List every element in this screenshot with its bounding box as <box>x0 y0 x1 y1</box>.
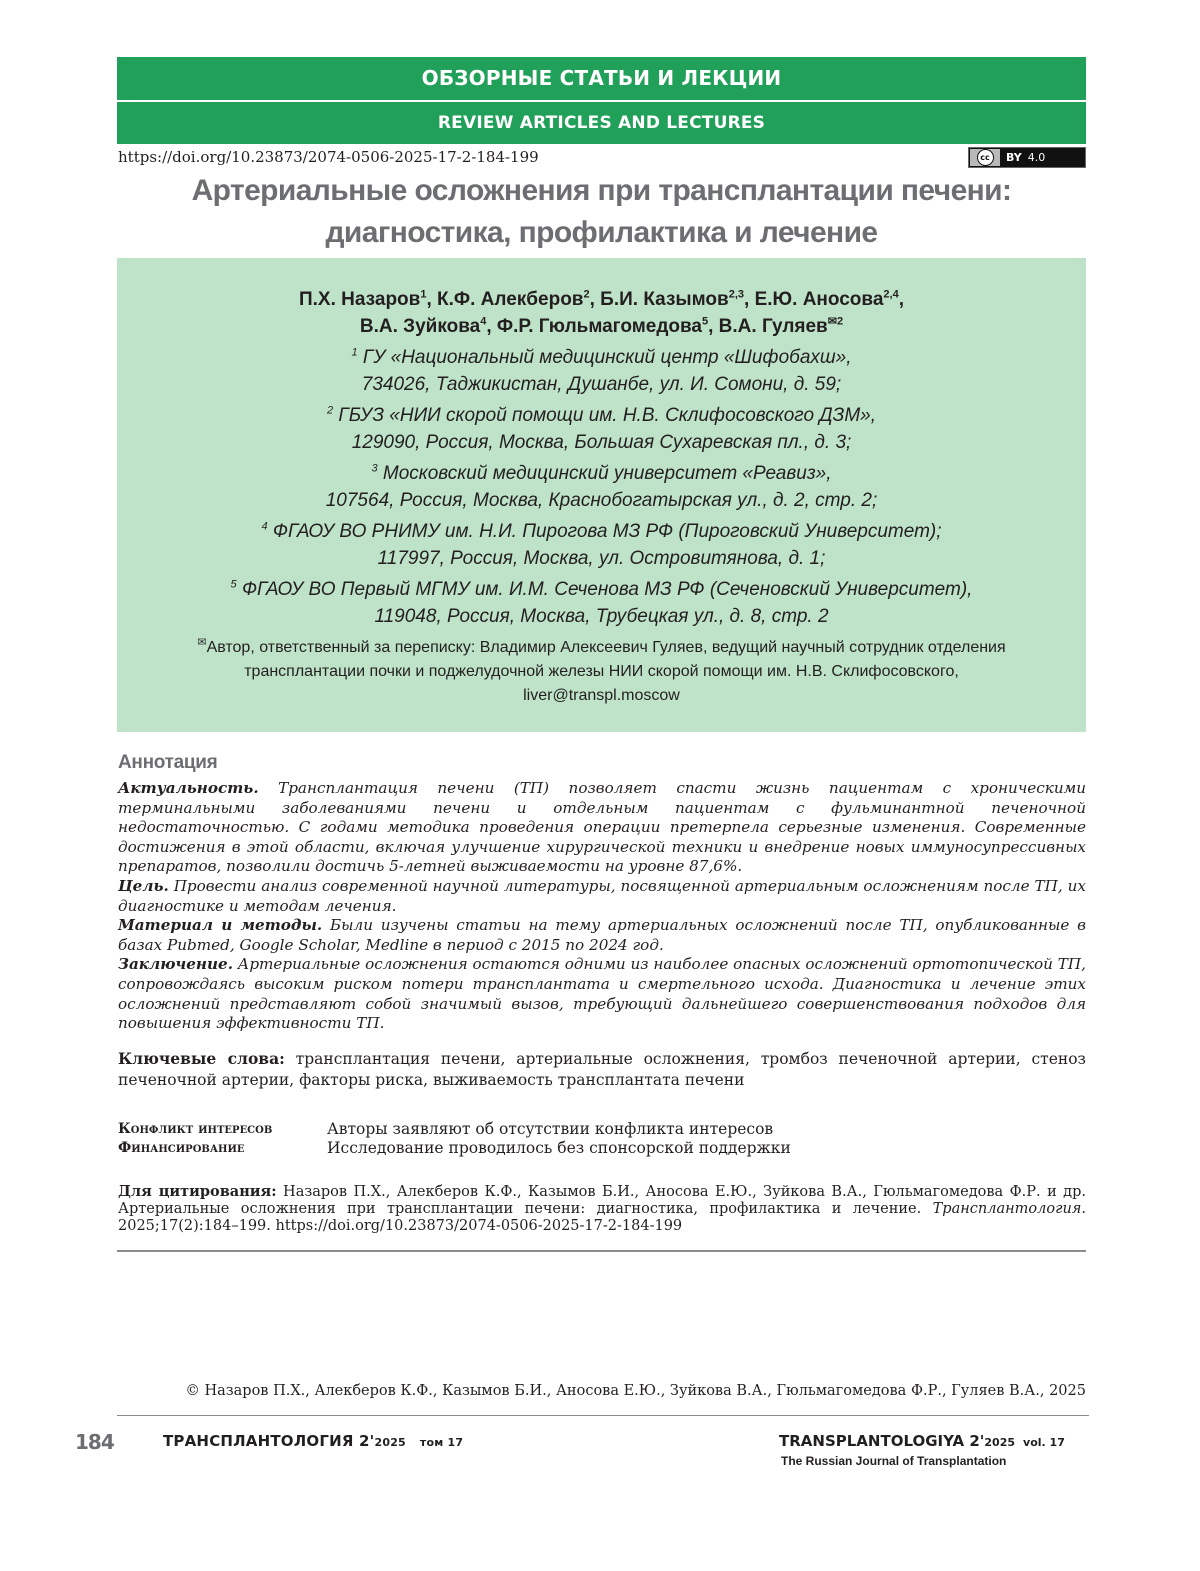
journal-volume-ru: том 17 <box>419 1436 464 1449</box>
author-affil-sup: 4 <box>480 315 487 328</box>
article-meta <box>118 1120 791 1158</box>
affiliation-line: ГУ «Национальный медицинский центр «Шифобахш», <box>362 347 852 368</box>
citation-label: Для цитирования: <box>118 1183 277 1200</box>
affiliation-item <box>117 460 1086 514</box>
author-affil-sup: 2 <box>583 288 590 301</box>
title-line-1: Артериальные осложнения при трансплантации печени: <box>191 174 1012 207</box>
journal-title-ru: ТРАНСПЛАНТОЛОГИЯ 2' <box>163 1432 375 1450</box>
affiliation-item <box>117 344 1086 398</box>
corresponding-line: трансплантации почки и поджелудочной железы НИИ скорой помощи им. Н.В. Склифосовского, <box>244 663 959 680</box>
footer-divider <box>117 1415 1089 1416</box>
abstract-label: Материал и методы. <box>118 916 323 935</box>
abstract-body <box>118 779 1086 1034</box>
journal-year-en: 2025 <box>984 1436 1016 1449</box>
abstract-aim <box>118 877 1086 916</box>
affiliation-address: 734026, Таджикистан, Душанбе, ул. И. Сомони, д. 59; <box>361 374 842 395</box>
author-affil-sup: 1 <box>420 288 427 301</box>
affiliation-list <box>117 344 1086 634</box>
conflict-row <box>118 1120 791 1139</box>
affiliation-number: 2 <box>326 404 334 417</box>
envelope-icon: ✉ <box>197 636 207 649</box>
author-name: В.А. Зуйкова <box>359 316 481 337</box>
journal-title-en: TRANSPLANTOLOGIYA 2' <box>779 1432 985 1450</box>
funding-row <box>118 1139 791 1158</box>
article-title <box>117 170 1086 254</box>
author-list <box>117 286 1086 340</box>
journal-name-en <box>779 1432 1065 1450</box>
affiliation-line: ФГАОУ ВО РНИМУ им. Н.И. Пирогова МЗ РФ (Пироговский Университет); <box>272 521 942 542</box>
keywords <box>118 1048 1086 1091</box>
affiliation-number: 1 <box>351 346 358 359</box>
affiliation-address: 129090, Россия, Москва, Большая Сухаревская пл., д. 3; <box>351 432 852 453</box>
funding-text: Исследование проводилось без спонсорской поддержки <box>327 1139 791 1157</box>
affiliation-item <box>117 518 1086 572</box>
cc-license-badge[interactable] <box>968 147 1086 168</box>
affiliation-number: 5 <box>230 578 237 591</box>
corresponding-email[interactable]: liver@transpl.moscow <box>523 687 680 704</box>
abstract-methods <box>118 916 1086 955</box>
author-name: , Е.Ю. Аносова <box>744 289 884 310</box>
citation-text: Назаров П.Х., Алекберов К.Ф., Казымов Б.И., Аносова Е.Ю., Зуйкова В.А., Гюльмагомедова Ф.Р. и др. Артериальные осложнения при трансплантации печени: диагностика, профилактика и лечение. <box>118 1184 1086 1217</box>
conflict-label: Конфликт интересов <box>118 1121 273 1137</box>
author-affil-sup: 2,3 <box>728 288 745 301</box>
affiliation-line: ФГАОУ ВО Первый МГМУ им. И.М. Сеченова МЗ РФ (Сеченовский Университет), <box>241 579 973 600</box>
affiliation-item <box>117 576 1086 630</box>
author-name: , В.А. Гуляев <box>708 316 828 337</box>
abstract-label: Заключение. <box>118 955 233 974</box>
citation-doi[interactable]: 2025;17(2):184–199. https://doi.org/10.23873/2074-0506-2025-17-2-184-199 <box>118 1218 683 1234</box>
citation-journal: Трансплантология. <box>932 1201 1086 1217</box>
journal-year-ru: 2025 <box>374 1436 406 1449</box>
license-by-label: BY <box>1006 151 1022 164</box>
abstract-text: Трансплантация печени (ТП) позволяет спасти жизнь пациентам с хроническими терминальными заболеваниями печени и отдельным пациентам с фульминантной печеночной недостаточностью. С годами методика проведения операции претерпела серьезные изменения. Современные достижения в этой области, включая улучшение хирургической техники и внедрение новых иммуносупрессивных препаратов, позволили достичь 5-летней выживаемости на уровне 87,6%. <box>118 779 1086 876</box>
divider <box>117 1250 1086 1252</box>
authors-affiliations-box <box>117 258 1086 732</box>
author-name: , К.Ф. Алекберов <box>426 289 584 310</box>
section-banner-en: REVIEW ARTICLES AND LECTURES <box>117 102 1086 144</box>
affiliation-number: 4 <box>261 520 268 533</box>
corresponding-line: Автор, ответственный за переписку: Владимир Алексеевич Гуляев, ведущий научный сотрудник отделения <box>206 639 1006 656</box>
affiliation-number: 3 <box>371 462 378 475</box>
affiliation-address: 117997, Россия, Москва, ул. Островитянова, д. 1; <box>377 548 826 569</box>
author-name: , Ф.Р. Гюльмагомедова <box>486 316 702 337</box>
author-affil-sup: 2,4 <box>883 288 899 301</box>
affiliation-line: Московский медицинский университет «Реавиз», <box>382 463 832 484</box>
journal-name-ru <box>163 1432 463 1450</box>
corresponding-author <box>117 636 1086 708</box>
author-affil-sup: 5 <box>702 315 709 328</box>
funding-label: Финансирование <box>118 1140 245 1156</box>
keywords-label: Ключевые слова: <box>118 1049 285 1068</box>
author-affil-sup: ✉2 <box>827 315 844 328</box>
keywords-text: трансплантация печени, артериальные осложнения, тромбоз печеночной артерии, стеноз печеночной артерии, факторы риска, выживаемость трансплантата печени <box>118 1050 1087 1089</box>
journal-subtitle-en: The Russian Journal of Transplantation <box>781 1454 1007 1468</box>
section-banner-ru: ОБЗОРНЫЕ СТАТЬИ И ЛЕКЦИИ <box>117 57 1086 100</box>
abstract-relevance <box>118 779 1086 877</box>
title-line-2: диагностика, профилактика и лечение <box>325 216 878 249</box>
affiliation-item <box>117 402 1086 456</box>
abstract-heading: Аннотация <box>118 752 218 773</box>
citation <box>118 1183 1086 1235</box>
affiliation-line: ГБУЗ «НИИ скорой помощи им. Н.В. Склифосовского ДЗМ», <box>338 405 877 426</box>
copyright-notice: © Назаров П.Х., Алекберов К.Ф., Казымов Б.И., Аносова Е.Ю., Зуйкова В.А., Гюльмагомедова Ф.Р., Гуляев В.А., 2025 <box>185 1383 1086 1399</box>
page-number: 184 <box>75 1430 114 1454</box>
author-name: , Б.И. Казымов <box>589 289 729 310</box>
author-name: П.Х. Назаров <box>299 289 421 310</box>
abstract-label: Цель. <box>118 876 169 895</box>
creative-commons-icon: cc <box>970 149 1000 166</box>
affiliation-address: 107564, Россия, Москва, Краснобогатырская ул., д. 2, стр. 2; <box>325 490 878 511</box>
abstract-text: Провести анализ современной научной литературы, посвященной артериальным осложнениям после ТП, их диагностике и методам лечения. <box>118 876 1086 915</box>
conflict-text: Авторы заявляют об отсутствии конфликта интересов <box>327 1120 774 1138</box>
doi-link[interactable]: https://doi.org/10.23873/2074-0506-2025-17-2-184-199 <box>118 148 539 166</box>
abstract-text: Были изучены статьи на тему артериальных осложнений после ТП, опубликованные в базах Pubmed, Google Scholar, Medline в период с 2015 по 2024 год. <box>118 916 1086 954</box>
abstract-conclusion <box>118 955 1086 1033</box>
abstract-text: Артериальные осложнения остаются одними из наиболее опасных осложнений ортотопической ТП, сопровождаясь высоким риском потери трансплантата и смертельного исхода. Диагностика и лечение этих осложнений представляют собой значимый вызов, требующий дальнейшего совершенствования подходов для повышения эффективности ТП. <box>118 955 1086 1033</box>
license-version: 4.0 <box>1027 151 1046 164</box>
affiliation-address: 119048, Россия, Москва, Трубецкая ул., д. 8, стр. 2 <box>374 606 829 627</box>
abstract-label: Актуальность. <box>118 779 259 797</box>
author-separator: , <box>898 289 904 310</box>
journal-volume-en: vol. 17 <box>1023 1436 1065 1449</box>
